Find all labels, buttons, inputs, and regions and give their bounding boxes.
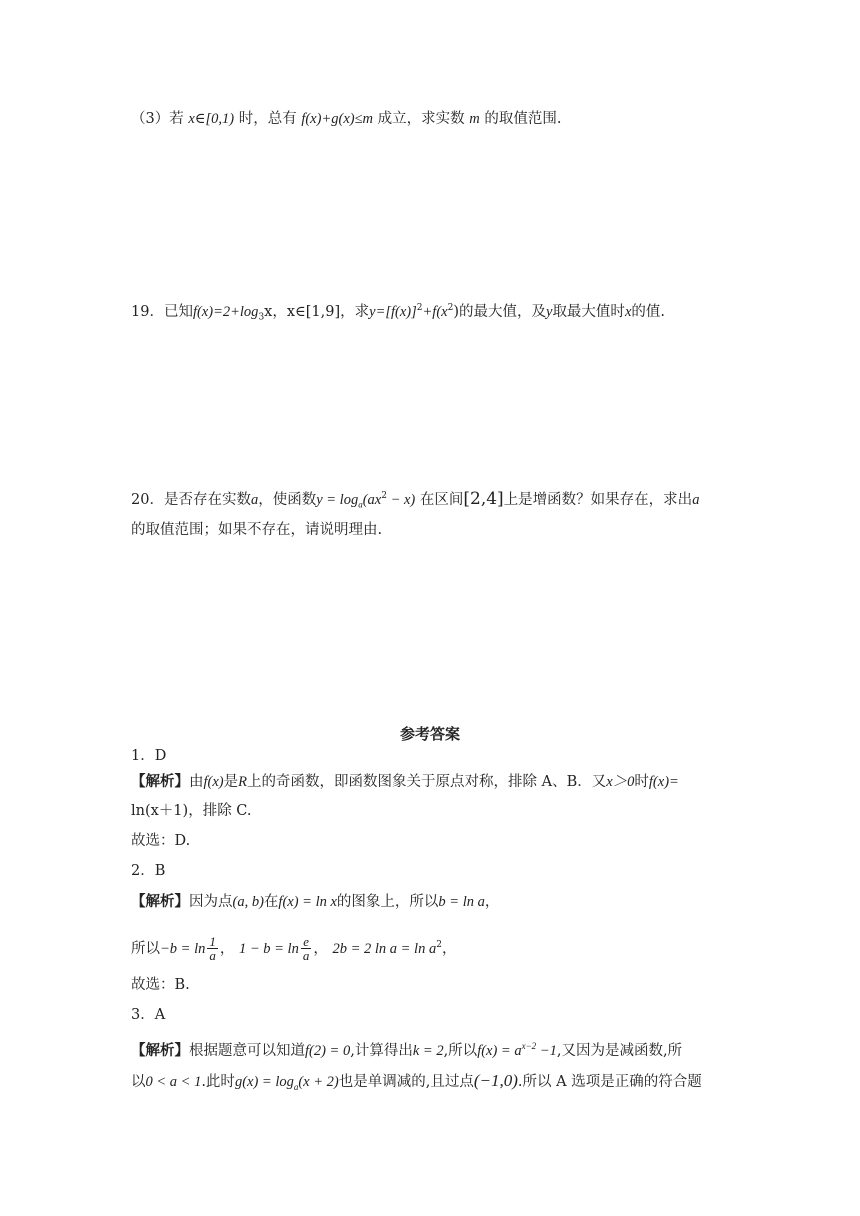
q19-text: +f(x (422, 303, 448, 320)
q19-x: x (624, 303, 632, 320)
q18-var: m (469, 111, 480, 127)
answer-label: 3．A (131, 1007, 166, 1023)
a1-text: 时 (634, 774, 649, 790)
a2-text: ， (484, 894, 500, 910)
q19-ydef: y=[f(x)] (369, 303, 417, 320)
q19-fdef: f(x)=2+log (192, 303, 259, 320)
a3-text: 也是单调减的,且过点 (338, 1074, 474, 1090)
a2-eq3: 2b = 2 ln a = ln a (332, 940, 437, 957)
a2-text: 的图象上，所以 (336, 894, 439, 910)
q20-func-base: a (358, 499, 363, 510)
a3-text: ,计算得出 (350, 1042, 413, 1059)
a2-text: 在 (263, 894, 279, 910)
a2-fdef: f(x) = ln x (278, 894, 337, 910)
q20-number: 20． (131, 491, 164, 508)
answer-1-line1 (131, 772, 679, 792)
a1-fx: f(x) (203, 774, 224, 790)
answer-3-line2 (131, 1071, 702, 1097)
a3-k: k = 2 (412, 1042, 444, 1059)
a3-minus1: −1 (536, 1042, 557, 1059)
answer-1-label (131, 746, 166, 766)
analysis-tag: 【解析】 (131, 773, 189, 790)
a1-R: R (238, 774, 247, 790)
q18-suffix: 成立，求实数 (377, 111, 465, 127)
q19-text: 取最大值时 (552, 303, 625, 320)
q20-text: 上是增函数？如果存在，求出 (503, 491, 693, 508)
answer-1-choice (131, 831, 190, 851)
a3-range: 0 < a < 1 (145, 1074, 202, 1090)
answer-3-line1 (131, 1036, 682, 1061)
q20-func-arg: (ax (362, 491, 382, 508)
question-20-line1: 20．是否存在实数a，使函数$y = \log_a(ax^2 - x)$ 在区间[2,4]上是增函数？如果存在，求出a (131, 488, 700, 510)
q18-mid: 时，总有 (238, 111, 297, 127)
q20-text: 是否存在实数 (163, 491, 251, 508)
q19-text: 已知 (163, 303, 193, 320)
a2-text: 所以 (131, 940, 160, 957)
q20-func-arg: − x) (386, 491, 416, 508)
q20-func: y = log (316, 491, 359, 508)
a3-fx: f(x) = a (477, 1042, 522, 1059)
answers-title: 参考答案 (399, 725, 460, 743)
a3-gx: g(x) = log (234, 1074, 294, 1090)
a3-text: .此时 (201, 1074, 235, 1090)
q18-condition: x∈[0,1) (188, 111, 235, 127)
frac-den: a (302, 948, 310, 964)
a3-text: 根据题意可以知道 (189, 1042, 305, 1059)
q20-text: 在区间 (419, 491, 464, 508)
q20-text: 的取值范围；如果不存在，请说明理由. (131, 522, 383, 538)
q18-part3 (131, 109, 561, 129)
a2-frac1 (207, 935, 218, 962)
frac-num: e (301, 935, 312, 949)
a1-text: 由 (189, 774, 204, 790)
q20-a: a (250, 491, 259, 508)
q19-text: 的值. (631, 303, 665, 320)
a2-point: (a, b) (232, 894, 264, 910)
a1-text: ln(x＋1)，排除 C. (131, 803, 252, 819)
q18-end: 的取值范围. (484, 111, 562, 127)
a1-fx2: f(x)= (648, 774, 679, 790)
q19-log-base: 3 (258, 312, 265, 323)
q20-a: a (692, 491, 700, 508)
question-19: 19．已知$f(x)=2+\log_3x$，x∈[1,9]，求$y=[f(x)]^2+f(x^2)$的最大值，及y取最大值时x的值. (131, 303, 665, 323)
a2-choice: 故选：B. (131, 977, 190, 993)
a3-f2: f(2) = 0 (305, 1042, 351, 1059)
frac-num: 1 (209, 934, 216, 950)
a3-text: ,所以 (443, 1042, 478, 1059)
a3-text: ,又因为是减函数,所 (556, 1042, 683, 1059)
a3-text: 以 (131, 1074, 146, 1090)
answer-label: 2．B (131, 863, 166, 879)
question-20-line2 (131, 520, 382, 540)
q20-interval: [2,4] (463, 488, 504, 509)
answer-2-line1 (131, 892, 499, 912)
a2-eq2: 1 − b = ln (238, 940, 299, 957)
q19-text: )的最大值，及 (453, 303, 546, 320)
a3-gx-base: a (293, 1081, 299, 1092)
a1-cond: x＞0 (606, 774, 635, 790)
answer-2-choice (131, 975, 190, 995)
a1-text: 是 (223, 774, 239, 790)
q20-text: ，使函数 (258, 491, 317, 508)
a1-choice: 故选：D. (131, 833, 191, 849)
answer-3-label (131, 1005, 165, 1025)
a3-gx-arg: (x + 2) (298, 1074, 339, 1090)
answer-2-label (131, 861, 165, 881)
answer-2-line2: 所以−b = ln $\frac{1}{a}$ ， 1 − b = ln $\frac{e}{a}$ ， 2b = 2 $\ln a = \ln a^2$， (131, 934, 457, 964)
a1-text: 上的奇函数，即函数图象关于原点对称，排除 A、B．又 (246, 774, 607, 790)
q19-y: y (546, 303, 553, 320)
q18-prefix: （3）若 (131, 111, 184, 127)
a2-eq1: −b = ln (160, 940, 206, 957)
answer-1-line2 (131, 801, 252, 821)
a3-exp: x−2 (521, 1041, 537, 1051)
a2-bdef: b = ln a (438, 894, 485, 910)
a3-point: (−1,0) (473, 1071, 518, 1090)
analysis-tag: 【解析】 (131, 1041, 189, 1059)
a2-frac2 (301, 935, 312, 962)
answer-label: 1．D (131, 748, 167, 764)
q19-number: 19． (131, 303, 164, 320)
a2-text: 因为点 (189, 894, 233, 910)
frac-den: a (209, 948, 216, 964)
analysis-tag: 【解析】 (131, 893, 189, 910)
q19-text: x，x∈[1,9]，求 (264, 303, 370, 320)
a3-text: .所以 A 选项是正确的符合题 (517, 1074, 702, 1090)
q18-inequality: f(x)+g(x)≤m (301, 111, 374, 127)
